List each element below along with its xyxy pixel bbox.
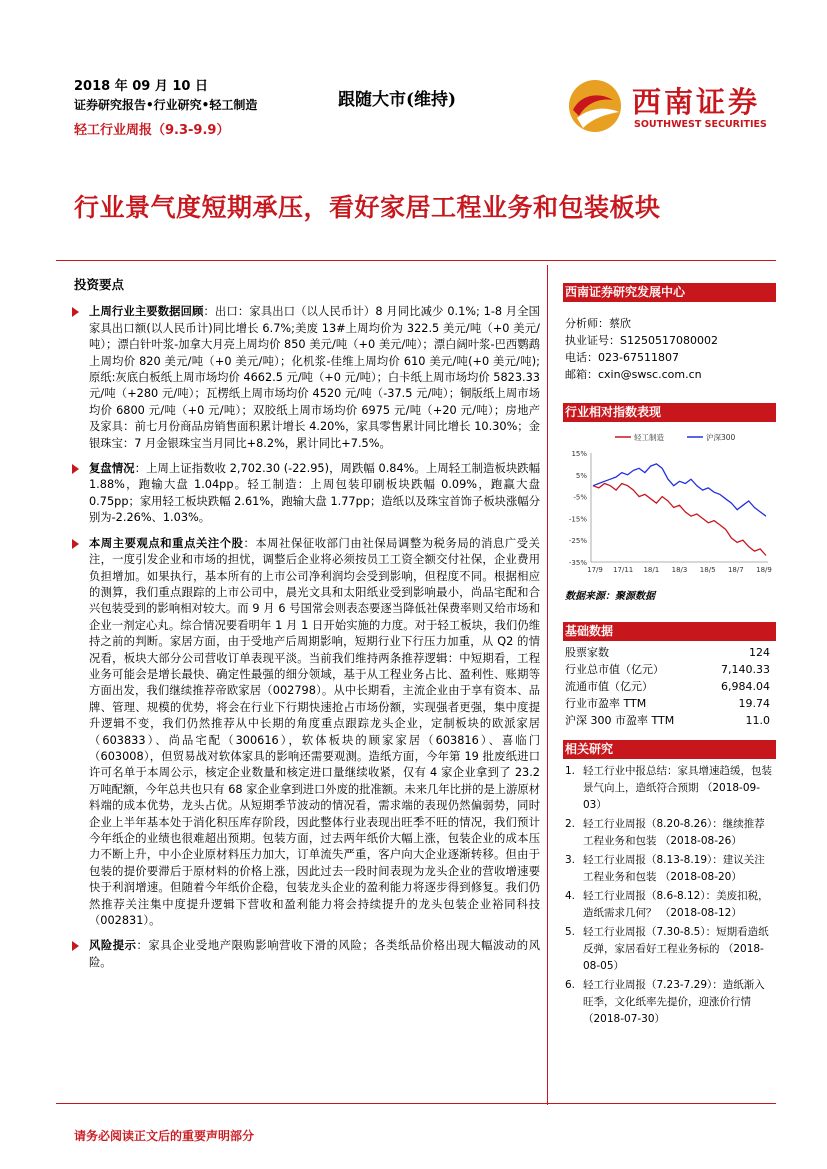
disclaimer-footer: 请务必阅读正文后的重要声明部分 [74, 1129, 255, 1143]
bottom-divider [56, 1103, 776, 1104]
row-label: 行业总市值（亿元） [565, 663, 664, 676]
item-number: 6. [565, 979, 576, 991]
item-text: 轻工行业周报（7.30-8.5）：短期看造纸反弹，家居看好工程业务标的 （2018-08-05） [583, 926, 769, 972]
y-tick-label: -35% [568, 559, 587, 567]
list-item[interactable] [565, 888, 773, 922]
table-row [565, 695, 770, 712]
bullet-icon [72, 539, 79, 549]
bullet-icon [72, 464, 79, 474]
bullet-lead: 风险提示 [89, 939, 137, 953]
legend-label: 轻工制造 [634, 433, 664, 442]
row-value: 6,984.04 [721, 680, 770, 693]
research-center-header: 西南证券研究发展中心 [563, 283, 776, 302]
bullet-icon [72, 307, 79, 317]
item-text: 轻工行业周报（8.6-8.12）：美废扣税，造纸需求几何？ （2018-08-12） [583, 890, 769, 919]
bullet-lead: 本周主要观点和重点关注个股 [89, 536, 244, 550]
item-number: 5. [565, 926, 576, 938]
table-row [565, 644, 770, 661]
report-headline: 行业景气度短期承压，看好家居工程业务和包装板块 [74, 193, 661, 222]
item-text: 轻工行业周报（8.13-8.19）：建议关注工程业务和包装 （2018-08-20） [583, 854, 765, 883]
row-label: 沪深 300 市盈率 TTM [565, 714, 675, 727]
bullet-text: ：上周上证指数收 2,702.30 (-22.95)，周跌幅 0.84%。上周轻工制造板块跌幅 1.88%，跑输大盘 1.04pp。轻工制造：上周包装印刷板块跌幅 0.09%，跑赢大盘 0.75pp；家用轻工板块跌幅 2.61%，跑输大盘 1.77pp；造纸以及珠宝首饰子板块涨幅分别为-2.26%、1.03%。 [89, 462, 540, 525]
bullet-data-review [74, 304, 540, 452]
x-tick-label: 18/1 [643, 566, 660, 574]
industry-rating: 跟随大市(维持) [338, 90, 457, 110]
table-row [565, 712, 770, 729]
y-tick-label: 5% [575, 471, 587, 480]
row-value: 19.74 [738, 697, 770, 710]
basic-data-header: 基础数据 [563, 622, 776, 641]
row-label: 股票家数 [565, 646, 609, 659]
investment-highlights [74, 277, 540, 980]
report-category: 证券研究报告•行业研究•轻工制造 [74, 98, 258, 112]
item-number: 2. [565, 818, 576, 830]
analyst-name: 分析师：蔡欣 [565, 317, 631, 330]
row-label: 行业市盈率 TTM [565, 697, 647, 710]
bullet-text: ：家具企业受地产限购影响营收下滑的风险；各类纸品价格出现大幅波动的风险。 [89, 939, 540, 969]
y-tick-label: -25% [568, 537, 587, 546]
table-row [565, 661, 770, 678]
analyst-email[interactable]: 邮箱：cxin@swsc.com.cn [565, 368, 702, 381]
analyst-license: 执业证号：S1250517080002 [565, 334, 718, 347]
bullet-risk [74, 938, 540, 971]
item-text: 轻工行业周报（7.23-7.29）：造纸渐入旺季，文化纸率先提价，迎涨价行情 （2018-07-30） [583, 979, 765, 1025]
x-tick-label: 17/9 [587, 566, 603, 574]
legend-label: 沪深300 [706, 433, 736, 442]
item-text: 轻工行业周报（8.20-8.26）：继续推荐工程业务和包装 （2018-08-26） [583, 818, 765, 847]
bullet-market-review [74, 461, 540, 527]
weekly-report-title: 轻工行业周报（9.3-9.9） [74, 123, 230, 138]
x-tick-label: 18/7 [727, 566, 744, 574]
relative-index-chart [563, 425, 776, 585]
bullet-lead: 上周行业主要数据回顾 [89, 305, 204, 319]
bullet-text: ：出口：家具出口（以人民币计）8 月同比减少 0.1%; 1-8 月全国家具出口额(以人民币计)同比增长 6.7%;美废 13#上周均价为 322.5 美元/吨（+0 美元/吨）；漂白针叶浆-加拿大月亮上周均价 850 美元/吨（+0 美元/吨）；漂白阔叶浆-巴西鹦鹉上周均价 820 美元/吨（+0 美元/吨）；化机浆-佳维上周均价 610 美元/吨(+0 美元/吨);原纸:灰底白板纸上周市场均价 4662.5 元/吨（+0 元/吨）；白卡纸上周市场均价 5823.33 元/吨（+280 元/吨）；瓦楞纸上周市场均价 4520 元/吨（-37.5 元/吨）；铜版纸上周市场均价 6800 元/吨（+0 元/吨）；双胶纸上周市场均价 6975 元/吨（+20 元/吨）；房地产及家具：前七月份商品房销售面积累计增长 4.20%，家具零售累计同比增长 10.30%；金银珠宝：7 月金银珠宝当月同比+8.2%，累计同比+7.5%。 [89, 305, 540, 450]
related-research-header: 相关研究 [563, 740, 776, 759]
row-value: 124 [749, 646, 770, 659]
chart-header: 行业相对指数表现 [563, 403, 776, 422]
brand-logo-icon [565, 76, 627, 136]
x-tick-label: 18/9 [756, 566, 772, 574]
x-tick-label: 18/3 [671, 566, 688, 574]
item-number: 4. [565, 890, 576, 902]
bullet-key-views [74, 536, 540, 930]
item-number: 1. [565, 765, 576, 777]
bullet-icon [72, 941, 79, 951]
row-value: 7,140.33 [721, 663, 770, 676]
list-item[interactable] [565, 763, 773, 814]
row-value: 11.0 [745, 714, 770, 727]
report-date: 2018 年 09 月 10 日 [74, 79, 208, 94]
y-tick-label: -15% [568, 515, 587, 524]
x-tick-label: 18/5 [699, 566, 716, 574]
list-item[interactable] [565, 852, 773, 886]
analyst-phone: 电话：023-67511807 [565, 351, 679, 364]
item-text: 轻工行业中报总结：家具增速趋缓，包装景气向上，造纸符合预期 （2018-09-03） [583, 765, 772, 811]
top-divider [56, 260, 776, 261]
basic-data-table [565, 644, 770, 729]
y-tick-label: -5% [573, 493, 587, 502]
y-tick-label: 15% [571, 450, 587, 458]
brand-logo-text: 西南证券 [632, 85, 761, 119]
brand-logo-english: SOUTHWEST SECURITIES [634, 119, 767, 130]
series-line-csi300 [593, 464, 766, 516]
series-line-industry [593, 484, 766, 556]
chart-source: 数据来源：聚源数据 [565, 591, 655, 602]
list-item[interactable] [565, 924, 773, 975]
section-title: 投资要点 [74, 277, 125, 292]
table-row [565, 678, 770, 695]
column-divider [547, 265, 548, 1105]
list-item[interactable] [565, 816, 773, 850]
row-label: 流通市值（亿元） [565, 680, 653, 693]
x-tick-label: 17/11 [613, 566, 634, 574]
list-item[interactable] [565, 977, 773, 1028]
related-research-list [565, 763, 773, 1030]
item-number: 3. [565, 854, 576, 866]
bullet-text: ：本周社保征收部门由社保局调整为税务局的消息广受关注，一度引发企业和市场的担忧，调整后企业将必须按员工工资全额交付社保，企业费用负担增加。如果执行，基本所有的上市公司净利润均会受到影响，但程度不同。根据相应的测算，我们重点跟踪的上市公司中，晨光文具和太阳纸业受到影响最小，尚品宅配和合兴包装受到的影响相对较大。而 9 月 6 号国常会则表态要逐当降低社保费率则又给市场和企业一剂定心丸。综合情况要看明年 1 月 1 日开始实施的力度。对于轻工板块，我们仍维持之前的判断。家居方面，由于受地产后周期影响，短期行业下行压力加重，从 Q2 的情况看，板块大部分公司营收订单表现平淡。当前我们维持两条推荐逻辑：中短期看，工程业务可能会是增长最快、确定性最强的细分领域，基于从工程业务占比、盈利性、账期等方面出发，我们继续推荐帝欧家居（002798）。从中长期看，主流企业由于享有资本、品牌、管理、规模的优势，将会在行业下行期快速抢占市场份额，实现强者更强，集中度提升逻辑不变，我们仍然推荐从中长期的角度重点跟踪龙头企业，定制板块的欧派家居（603833）、尚品宅配（300616），软体板块的顾家家居（603816）、喜临门（603008），但贸易战对软体家具的影响还需要观测。造纸方面，今年第 19 批废纸进口许可名单于本周公示，核定企业数量和核定进口量继续收紧，仅有 4 家企业拿到了 23.2 万吨配额，今年总共也只有 68 家企业拿到进口外废的批准额。未来几年比拼的是上游原材料端的成本优势，龙头占优。从短期季节波动的情况看，需求端的表现仍然偏弱势，同时企业上半年基本处于消化积压库存阶段，因此整体行业表现出旺季不旺的情况，我们预计今年纸企的业绩也很难超出预期。包装方面，过去两年纸价大幅上涨，包装企业的成本压力不断上升，中小企业原材料压力加大，订单流失严重，客户向大企业逐渐转移。但由于包装的提价要滞后于原材料的价格上涨，因此过去一段时间表现为龙头企业的营收增速要快于利润增速。但随着今年纸价企稳，包装龙头企业的盈利能力将逐步得到修复。我们仍然推荐关注集中度提升逻辑下营收和盈利能力将会持续提升的龙头包装企业裕同科技（002831）。 [89, 536, 540, 928]
bullet-lead: 复盘情况 [89, 462, 135, 476]
